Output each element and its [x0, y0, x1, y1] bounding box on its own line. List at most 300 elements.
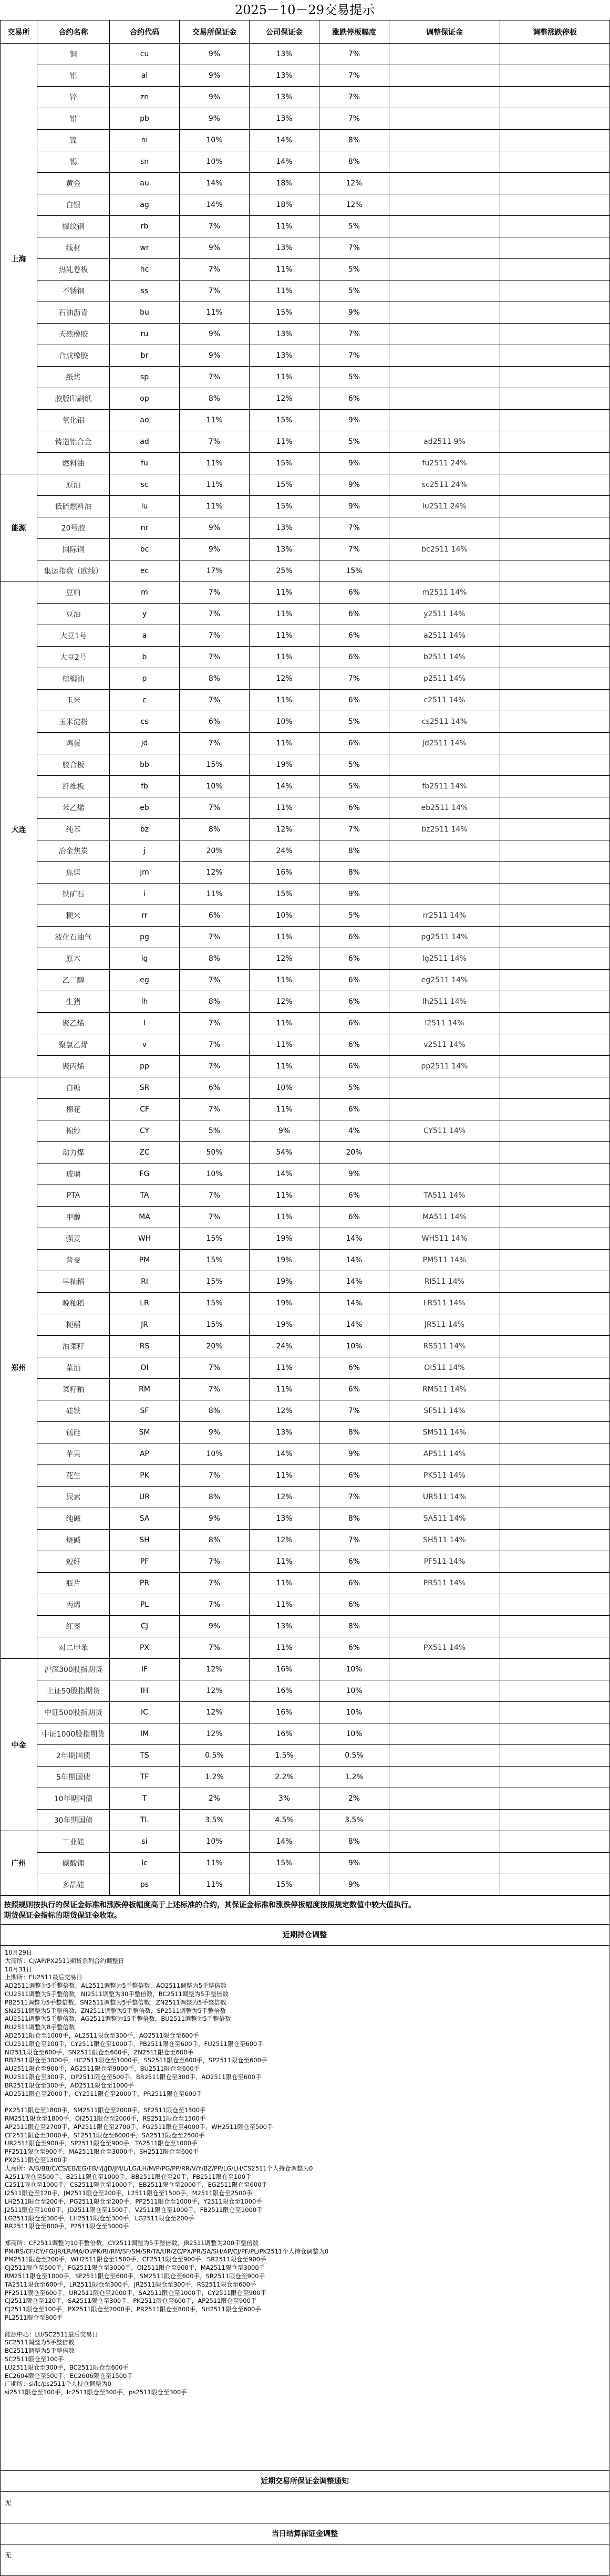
price-limit: 9%	[319, 453, 389, 474]
company-margin: 11%	[250, 582, 319, 604]
product-name: 焦煤	[37, 862, 110, 884]
adjusted-margin	[389, 1745, 500, 1767]
adjusted-limit	[500, 302, 610, 324]
product-code: ZC	[110, 1142, 180, 1164]
product-name: 氧化铝	[37, 410, 110, 431]
exchange-cell: 广州	[1, 1831, 37, 1896]
table-row	[1, 862, 610, 884]
exchange-margin: 11%	[180, 884, 250, 905]
adjusted-margin	[389, 151, 500, 173]
exchange-margin: 9%	[180, 517, 250, 539]
product-name: 菜油	[37, 1357, 110, 1379]
product-code: bc	[110, 539, 180, 560]
company-margin: 15%	[250, 884, 319, 905]
product-code: WH	[110, 1228, 180, 1250]
price-limit: 7%	[319, 345, 389, 367]
company-margin: 25%	[250, 560, 319, 582]
product-name: 铝	[37, 65, 110, 87]
adjusted-margin	[389, 130, 500, 151]
table-row	[1, 151, 610, 173]
adjusted-margin: fu2511 24%	[389, 453, 500, 474]
exchange-margin: 50%	[180, 1142, 250, 1164]
product-code: a	[110, 625, 180, 647]
adjusted-limit	[500, 1874, 610, 1896]
exchange-margin: 7%	[180, 625, 250, 647]
exchange-cell: 大连	[1, 582, 37, 1077]
exchange-margin: 3.5%	[180, 1810, 250, 1831]
adjusted-limit	[500, 560, 610, 582]
product-code: IC	[110, 1702, 180, 1723]
exchange-margin: 8%	[180, 819, 250, 840]
product-name: 碳酸锂	[37, 1853, 110, 1874]
price-limit: 8%	[319, 130, 389, 151]
company-margin: 12%	[250, 1487, 319, 1508]
exchange-margin: 15%	[180, 754, 250, 776]
table-row	[1, 87, 610, 108]
adjusted-margin: WH511 14%	[389, 1228, 500, 1250]
adjusted-margin	[389, 1142, 500, 1164]
price-limit: 7%	[319, 1400, 389, 1422]
company-margin: 54%	[250, 1142, 319, 1164]
adjusted-margin	[389, 1874, 500, 1896]
table-row	[1, 345, 610, 367]
product-code: TA	[110, 1185, 180, 1207]
product-name: 强麦	[37, 1228, 110, 1250]
adjusted-margin	[389, 194, 500, 216]
product-name: 燃料油	[37, 453, 110, 474]
product-code: pp	[110, 1056, 180, 1077]
company-margin: 15%	[250, 1853, 319, 1874]
price-limit: 7%	[319, 324, 389, 345]
company-margin: 1.5%	[250, 1745, 319, 1767]
product-code: SA	[110, 1508, 180, 1530]
product-code: wr	[110, 237, 180, 259]
exchange-margin: 9%	[180, 324, 250, 345]
adjusted-limit	[500, 1336, 610, 1357]
company-margin: 19%	[250, 1293, 319, 1314]
company-margin: 10%	[250, 905, 319, 927]
product-name: 冶金焦炭	[37, 840, 110, 862]
product-code: CF	[110, 1099, 180, 1120]
adjusted-limit	[500, 216, 610, 237]
exchange-margin: 11%	[180, 496, 250, 517]
price-limit: 5%	[319, 281, 389, 302]
exchange-margin: 10%	[180, 130, 250, 151]
product-code: b	[110, 647, 180, 668]
product-code: CJ	[110, 1616, 180, 1637]
table-body	[1, 44, 610, 1896]
product-code: MA	[110, 1207, 180, 1228]
position-adjust-body: 10月29日 大商所：CJ/AP/PX2511期货系列合约调整日 10月31日 上期所：FU2511最后交易日 AD2511调整为5手整倍数，AL2511调整为5手整倍数，AO2511调整为5手整倍数 CU2511调整为5手整倍数，NI2511调整为30手整倍数，BC2511调整为5手整倍数 PB2511调整为5手整倍数，SN2511调整为5手整倍数，ZN2511调整为5手整倍数 SN2511调整为5手整倍数，ZN2511调整为5手整倍数，SP2511调整为5手整倍数 AU2511调整为5手整倍数，AG2511调整为15手整倍数，BU2511调整为5手整倍数 RU2511调整为8手整倍数 AD2511限仓至1000手，AL2511限仓至300手，AO2511限仓至600手 CU2511限仓至100手，CY2511限仓至1000手，PB2511限仓至600手，FU2511限仓至600手 NI2511限仓至600手，SN2511限仓至600手，ZN2511限仓至600手 RB2511限仓至3000手，HC2511限仓至1000手，SS2511限仓至600手，SP2511限仓至600手 AU2511限仓至900手，AG2511限仓至9000手，BU2511限仓至600手 RU2511限仓至300手，OP2511限仓至500手，BR2511限仓至300手，AO2511限仓至600手 BR2511限仓至300手，AD2511限仓至1000手 AD2511限仓至2000手，CY2511限仓至2000手，PR2511限仓至600手 PX2511限仓至1800手，SM2511限仓至2000手，SF2511限仓至1500手 RM2511限仓至1800手，OI2511限仓至2000手，RS2511限仓至1500手 AP2511限仓至2700手，AP2511限仓至2700手，FG2511限仓至4000手，WH2511限仓至500手 CF2511限仓至3000手，SF2511限仓至6000手，SA2511限仓至2500手 UR2511限仓至900手，SP2511限仓至900手，TA2511限仓至1000手 PF2511限仓至900手，MA2511限仓至3000手，SH2511限仓至600手 PX2511限仓至1300手 大商所：A/B/BB/C/CS/EB/EG/FB/I/J/JD/JM/L/LG/LH/M/P/PG/PP/RR/V/Y/BZ/PP/LG/LH/CS2511个人持仓调整为0 A2511限仓至500手，B2511限仓至1000手，BB2511限仓至20手，FB2511限仓至100手 C2511限仓至1000手，CS2511限仓至1000手，EB2511限仓至2000手，EG2511限仓至600手 I2511限仓至120手，JM2511限仓至200手，L2511限仓至1500手，M2511限仓至2500手 LH2511限仓至200手，PG2511限仓至200手，PP2511限仓至1000手，Y2511限仓至1000手 J2511限仓至1000手，JD2511限仓至1500手，V2511限仓至1000手，FB2511限仓至1000手 LG2511限仓至300手，LH2511限仓至300手，LG2511限仓至200手 RR2511限仓至800手，P2511限仓至3000手 郑商所：CF2511调整为10手整倍数，CY2511调整为5手整倍数，JR2511调整为200手整倍数 PM/RS/CF/CY/FG/JR/LR/MA/OI/PK/RI/RM/SF/SM/SR/TA/UR/ZC/PX/PR/SA/SH/AP/CJ/PF/PL/PK2511个人持仓调整为0 PM2511限仓至200手，WH2511限仓至1500手，CF2511限仓至900手，SR2511限仓至900手 CJ2511限仓至500手，FG2511限仓至3000手，OI2511限仓至900手，MA2511限仓至3000手 RM2511限仓至1000手，SF2511限仓至600手，SM2511限仓至600手，SR2511限仓至900手 TA2511限仓至600手，LR2511限仓至300手，JR2511限仓至300手，RS2511限仓至600手 PF2511限仓至600手，UR2511限仓至2000手，SA2511限仓至1000手，CY2511限仓至900手 CJ2511限仓至120手，SA2511限仓至300手，PK2511限仓至600手，AP2511限仓至900手 CJ2511限仓至100手，PX2511限仓至2000手，PR2511限仓至800手，SH2511限仓至600手 PL2511限仓至800手 能源中心：LU/SC2511最后交易日 SC2511调整为5手整倍数 BC2511调整为5手整倍数 SC2511限仓至100手 LU2511限仓至300手，BC2511限仓至600手 EC2604限仓至500手，EC2606限仓至1500手 广期所：si/lc/ps2511个人持仓调整为0 si2511限仓至100手，lc2511限仓至300手，ps2511限仓至300手	[0, 1946, 609, 2471]
table-row	[1, 1207, 610, 1228]
product-name: 黄金	[37, 173, 110, 194]
product-code: eb	[110, 797, 180, 819]
adjusted-margin: PF511 14%	[389, 1551, 500, 1573]
price-limit: 3.5%	[319, 1810, 389, 1831]
product-name: 硅铁	[37, 1400, 110, 1422]
column-header: 合约名称	[37, 20, 110, 44]
product-name: 瓶片	[37, 1573, 110, 1594]
product-code: hc	[110, 259, 180, 281]
price-limit: 9%	[319, 1164, 389, 1185]
company-margin: 13%	[250, 1616, 319, 1637]
adjusted-margin: PM511 14%	[389, 1250, 500, 1271]
company-margin: 11%	[250, 1357, 319, 1379]
product-code: fb	[110, 776, 180, 797]
table-row	[1, 776, 610, 797]
adjusted-limit	[500, 1164, 610, 1185]
adjusted-margin	[389, 410, 500, 431]
company-margin: 15%	[250, 453, 319, 474]
table-row	[1, 431, 610, 453]
adjusted-limit	[500, 948, 610, 970]
adjusted-limit	[500, 991, 610, 1013]
product-code: pg	[110, 927, 180, 948]
exchange-margin: 12%	[180, 1680, 250, 1702]
company-margin: 19%	[250, 1271, 319, 1293]
exchange-margin: 15%	[180, 1271, 250, 1293]
adjusted-limit	[500, 1077, 610, 1099]
product-code: bu	[110, 302, 180, 324]
price-limit: 7%	[319, 819, 389, 840]
adjusted-margin	[389, 87, 500, 108]
product-code: ec	[110, 560, 180, 582]
company-margin: 15%	[250, 474, 319, 496]
adjusted-limit	[500, 1271, 610, 1293]
product-name: 早籼稻	[37, 1271, 110, 1293]
adjusted-limit	[500, 905, 610, 927]
product-code: PM	[110, 1250, 180, 1271]
company-margin: 14%	[250, 1443, 319, 1465]
company-margin: 15%	[250, 410, 319, 431]
price-limit: 14%	[319, 1314, 389, 1336]
product-code: PL	[110, 1594, 180, 1616]
exchange-margin: 20%	[180, 840, 250, 862]
position-adjust-title: 近期持仓调整	[0, 1925, 609, 1946]
table-row	[1, 259, 610, 281]
product-code: RI	[110, 1271, 180, 1293]
exchange-margin: 7%	[180, 1185, 250, 1207]
adjusted-margin	[389, 65, 500, 87]
product-name: 鸡蛋	[37, 733, 110, 754]
product-code: ps	[110, 1874, 180, 1896]
company-margin: 11%	[250, 1207, 319, 1228]
product-code: CY	[110, 1120, 180, 1142]
exchange-margin: 6%	[180, 905, 250, 927]
adjusted-margin: CY511 14%	[389, 1120, 500, 1142]
exchange-margin: 7%	[180, 797, 250, 819]
price-limit: 6%	[319, 1013, 389, 1034]
product-name: 聚氯乙烯	[37, 1034, 110, 1056]
exchange-margin: 7%	[180, 647, 250, 668]
adjusted-margin: ad2511 9%	[389, 431, 500, 453]
adjusted-margin	[389, 388, 500, 410]
price-limit: 9%	[319, 496, 389, 517]
exchange-margin: 7%	[180, 1034, 250, 1056]
product-name: 烧碱	[37, 1530, 110, 1551]
product-name: 石油沥青	[37, 302, 110, 324]
product-name: 玉米淀粉	[37, 711, 110, 733]
adjusted-margin: eg2511 14%	[389, 970, 500, 991]
table-row	[1, 733, 610, 754]
column-header: 调整保证金	[389, 20, 500, 44]
adjusted-margin	[389, 367, 500, 388]
adjusted-margin: bz2511 14%	[389, 819, 500, 840]
product-name: 合成橡胶	[37, 345, 110, 367]
exchange-margin: 7%	[180, 690, 250, 711]
product-name: 丙烯	[37, 1594, 110, 1616]
table-row	[1, 1508, 610, 1530]
company-margin: 11%	[250, 690, 319, 711]
adjusted-margin: SM511 14%	[389, 1422, 500, 1443]
product-name: 甲醇	[37, 1207, 110, 1228]
table-row	[1, 1788, 610, 1810]
product-code: j	[110, 840, 180, 862]
adjusted-limit	[500, 862, 610, 884]
price-limit: 6%	[319, 1056, 389, 1077]
adjusted-limit	[500, 1767, 610, 1788]
price-limit: 7%	[319, 539, 389, 560]
exchange-margin: 2%	[180, 1788, 250, 1810]
table-row	[1, 1767, 610, 1788]
price-limit: 6%	[319, 1594, 389, 1616]
price-limit: 10%	[319, 1680, 389, 1702]
adjusted-limit	[500, 87, 610, 108]
table-row	[1, 604, 610, 625]
adjusted-margin: p2511 14%	[389, 668, 500, 690]
price-limit: 6%	[319, 690, 389, 711]
adjusted-margin: AP511 14%	[389, 1443, 500, 1465]
product-name: 动力煤	[37, 1142, 110, 1164]
exchange-cell: 中金	[1, 1659, 37, 1831]
table-row	[1, 1142, 610, 1164]
exchange-margin: 7%	[180, 1379, 250, 1400]
company-margin: 11%	[250, 259, 319, 281]
adjusted-limit	[500, 1680, 610, 1702]
product-name: 2年期国债	[37, 1745, 110, 1767]
table-row	[1, 884, 610, 905]
table-row	[1, 1616, 610, 1637]
exchange-margin: 6%	[180, 711, 250, 733]
table-row	[1, 1810, 610, 1831]
exchange-margin: 7%	[180, 1207, 250, 1228]
product-name: 液化石油气	[37, 927, 110, 948]
product-name: 棉纱	[37, 1120, 110, 1142]
company-margin: 11%	[250, 1099, 319, 1120]
table-row	[1, 1250, 610, 1271]
product-name: 苹果	[37, 1443, 110, 1465]
product-code: SR	[110, 1077, 180, 1099]
exchange-margin: 9%	[180, 1422, 250, 1443]
adjusted-limit	[500, 1034, 610, 1056]
company-margin: 9%	[250, 1120, 319, 1142]
adjusted-limit	[500, 1530, 610, 1551]
price-limit: 5%	[319, 259, 389, 281]
exchange-margin: 9%	[180, 44, 250, 65]
price-limit: 20%	[319, 1142, 389, 1164]
adjusted-limit	[500, 1400, 610, 1422]
price-limit: 14%	[319, 1228, 389, 1250]
exchange-margin: 7%	[180, 733, 250, 754]
price-limit: 6%	[319, 582, 389, 604]
adjusted-limit	[500, 1185, 610, 1207]
adjusted-margin	[389, 108, 500, 130]
product-name: 胶合板	[37, 754, 110, 776]
table-row	[1, 1831, 610, 1853]
product-name: 锌	[37, 87, 110, 108]
product-code: au	[110, 173, 180, 194]
table-row	[1, 927, 610, 948]
exchange-margin: 7%	[180, 1056, 250, 1077]
price-limit: 5%	[319, 754, 389, 776]
adjusted-margin	[389, 1767, 500, 1788]
product-name: 工业硅	[37, 1831, 110, 1853]
adjusted-margin: v2511 14%	[389, 1034, 500, 1056]
price-limit: 5%	[319, 711, 389, 733]
product-code: pb	[110, 108, 180, 130]
product-code: zn	[110, 87, 180, 108]
company-margin: 14%	[250, 1831, 319, 1853]
adjusted-limit	[500, 1853, 610, 1874]
product-code: l	[110, 1013, 180, 1034]
adjusted-limit	[500, 539, 610, 560]
product-code: bb	[110, 754, 180, 776]
company-margin: 18%	[250, 173, 319, 194]
product-code: PK	[110, 1465, 180, 1487]
exchange-margin: 11%	[180, 410, 250, 431]
exchange-margin: 7%	[180, 1465, 250, 1487]
exchange-margin: 15%	[180, 1250, 250, 1271]
company-margin: 11%	[250, 1637, 319, 1659]
price-limit: 7%	[319, 87, 389, 108]
product-code: IF	[110, 1659, 180, 1680]
product-code: lh	[110, 991, 180, 1013]
exchange-margin: 15%	[180, 1293, 250, 1314]
adjusted-margin: LR511 14%	[389, 1293, 500, 1314]
product-name: 沪深300股指期货	[37, 1659, 110, 1680]
exchange-margin: 8%	[180, 668, 250, 690]
product-name: 纯苯	[37, 819, 110, 840]
table-row	[1, 281, 610, 302]
table-row	[1, 1422, 610, 1443]
adjusted-limit	[500, 517, 610, 539]
price-limit: 4%	[319, 1120, 389, 1142]
column-header: 合约代码	[110, 20, 180, 44]
product-name: 中证500股指期货	[37, 1702, 110, 1723]
adjusted-margin	[389, 237, 500, 259]
exchange-cell: 郑州	[1, 1077, 37, 1659]
adjusted-margin	[389, 754, 500, 776]
price-limit: 12%	[319, 194, 389, 216]
exchange-margin: 17%	[180, 560, 250, 582]
adjusted-margin	[389, 1788, 500, 1810]
price-limit: 9%	[319, 1443, 389, 1465]
notice-text: 按照规则按执行的保证金标准和涨跌停板幅度高于上述标准的合约，其保证金标准和涨跌停板幅度按照规定数值中较大值执行。 期货保证金指标的期货保证金收取。	[0, 1896, 609, 1925]
product-name: PTA	[37, 1185, 110, 1207]
adjusted-margin: lh2511 14%	[389, 991, 500, 1013]
table-row	[1, 668, 610, 690]
company-margin: 12%	[250, 668, 319, 690]
adjusted-limit	[500, 1314, 610, 1336]
price-limit: 10%	[319, 1336, 389, 1357]
price-limit: 6%	[319, 604, 389, 625]
adjusted-margin: pp2511 14%	[389, 1056, 500, 1077]
product-name: 10年期国债	[37, 1788, 110, 1810]
product-code: IM	[110, 1723, 180, 1745]
product-code: TS	[110, 1745, 180, 1767]
product-name: 豆粕	[37, 582, 110, 604]
adjusted-limit	[500, 1357, 610, 1379]
exchange-margin: 5%	[180, 1120, 250, 1142]
adjusted-margin	[389, 302, 500, 324]
adjusted-margin: RI511 14%	[389, 1271, 500, 1293]
company-margin: 13%	[250, 87, 319, 108]
exchange-margin: 7%	[180, 367, 250, 388]
table-row	[1, 1379, 610, 1400]
product-name: 油菜籽	[37, 1336, 110, 1357]
product-code: eg	[110, 970, 180, 991]
exchange-margin: 8%	[180, 1530, 250, 1551]
adjusted-margin: b2511 14%	[389, 647, 500, 668]
price-limit: 15%	[319, 560, 389, 582]
product-code: TL	[110, 1810, 180, 1831]
adjusted-margin: pg2511 14%	[389, 927, 500, 948]
adjusted-limit	[500, 324, 610, 345]
table-row	[1, 194, 610, 216]
product-code: FG	[110, 1164, 180, 1185]
product-code: sn	[110, 151, 180, 173]
adjusted-limit	[500, 1379, 610, 1400]
price-limit: 14%	[319, 1271, 389, 1293]
adjusted-margin: JR511 14%	[389, 1314, 500, 1336]
price-limit: 9%	[319, 302, 389, 324]
table-row	[1, 1874, 610, 1896]
product-name: 玉米	[37, 690, 110, 711]
exchange-margin: 7%	[180, 1551, 250, 1573]
product-name: 短纤	[37, 1551, 110, 1573]
product-code: SH	[110, 1530, 180, 1551]
price-limit: 2%	[319, 1788, 389, 1810]
adjusted-limit	[500, 173, 610, 194]
price-limit: 6%	[319, 1357, 389, 1379]
price-limit: 8%	[319, 840, 389, 862]
table-row	[1, 1293, 610, 1314]
exchange-margin: 7%	[180, 259, 250, 281]
adjusted-limit	[500, 1207, 610, 1228]
adjusted-limit	[500, 690, 610, 711]
table-row	[1, 819, 610, 840]
company-margin: 11%	[250, 604, 319, 625]
exchange-margin: 0.5%	[180, 1745, 250, 1767]
product-code: cs	[110, 711, 180, 733]
table-row	[1, 1164, 610, 1185]
exchange-margin: 7%	[180, 1357, 250, 1379]
table-row	[1, 1659, 610, 1680]
product-code: OI	[110, 1357, 180, 1379]
company-margin: 13%	[250, 108, 319, 130]
adjusted-margin	[389, 1164, 500, 1185]
table-row	[1, 690, 610, 711]
table-row	[1, 905, 610, 927]
company-margin: 10%	[250, 711, 319, 733]
price-limit: 9%	[319, 410, 389, 431]
table-row	[1, 647, 610, 668]
product-name: 铸造铝合金	[37, 431, 110, 453]
adjusted-limit	[500, 927, 610, 948]
adjusted-margin	[389, 1723, 500, 1745]
product-code: v	[110, 1034, 180, 1056]
table-row	[1, 1465, 610, 1487]
